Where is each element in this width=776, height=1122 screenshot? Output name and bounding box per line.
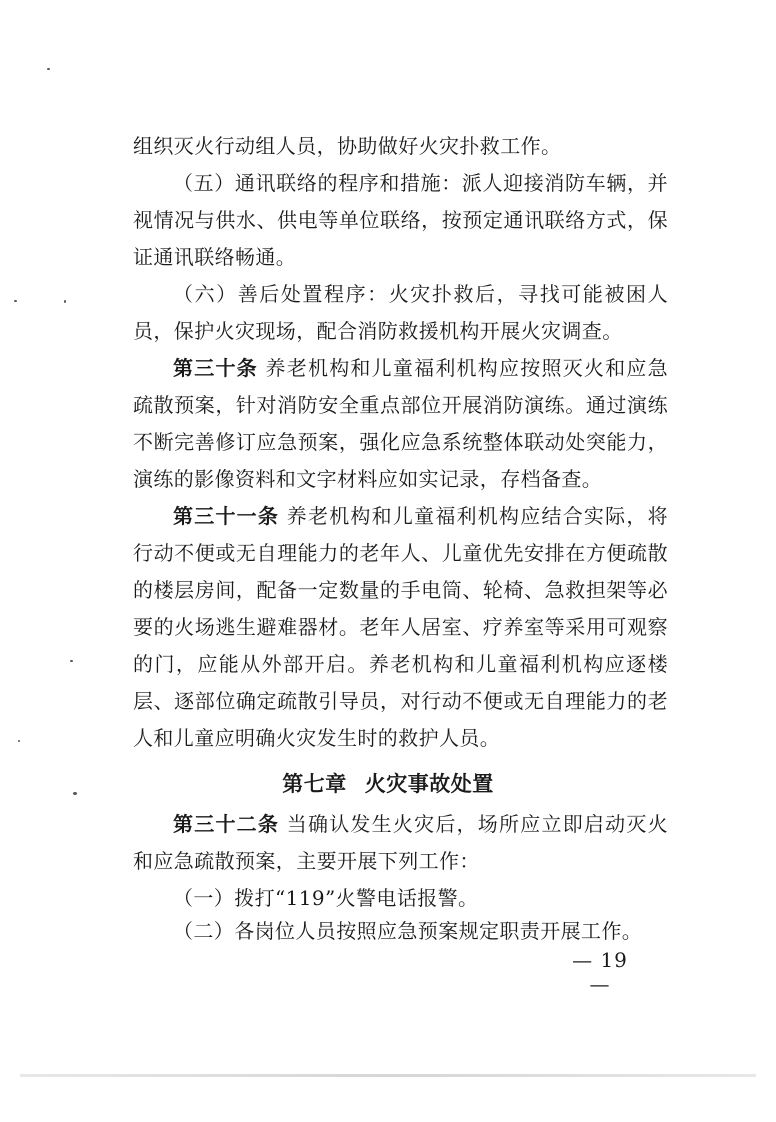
paragraph-text: 组织灭火行动组人员，协助做好火灾扑救工作。 — [133, 134, 562, 158]
page-number: — 19 — — [572, 948, 628, 996]
list-item-text: （一）拨打“119”火警电话报警。 — [173, 886, 479, 910]
article-32 — [133, 806, 668, 880]
article-label: 第三十一条 — [173, 504, 280, 528]
article-text: 养老机构和儿童福利机构应按照灭火和应急疏散预案，针对消防安全重点部位开展消防演练。通过演练不断完善修订应急预案，强化应急系统整体联动处突能力，演练的影像资料和文字材料应如实记录，存档备查。 — [133, 356, 668, 491]
scan-speck — [18, 740, 20, 742]
scan-speck — [47, 68, 50, 70]
list-item-text: （二）各岗位人员按照应急预案规定职责开展工作。 — [173, 919, 643, 943]
chapter-title: 火灾事故处置 — [364, 772, 494, 796]
paragraph-text: （六）善后处置程序：火灾扑救后，寻找可能被困人员，保护火灾现场，配合消防救援机构开展火灾调查。 — [133, 282, 668, 343]
chapter-number: 第七章 — [282, 772, 347, 796]
article-text: 当确认发生火灾后，场所应立即启动灭火和应急疏散预案，主要开展下列工作： — [133, 812, 669, 873]
scan-speck — [14, 300, 17, 302]
article-label: 第三十二条 — [173, 812, 280, 836]
article-label: 第三十条 — [173, 356, 258, 380]
article-31 — [133, 498, 668, 757]
paragraph-item-6 — [133, 276, 668, 350]
article-text: 养老机构和儿童福利机构应结合实际，将行动不便或无自理能力的老年人、儿童优先安排在方便疏散的楼层房间，配备一定数量的手电筒、轮椅、急救担架等必要的火场逃生避难器材。老年人居室、疗养室等采用可观察的门，应能从外部开启。养老机构和儿童福利机构应逐楼层、逐部位确定疏散引导员，对行动不便或无自理能力的老人和儿童应明确火灾发生时的救护人员。 — [133, 504, 669, 750]
scan-speck — [64, 300, 66, 303]
chapter-heading — [0, 768, 776, 798]
paragraph-item-5 — [133, 165, 668, 276]
list-item-2 — [133, 913, 668, 950]
scan-speck — [70, 660, 73, 662]
scan-bottom-edge — [20, 1074, 756, 1077]
article-30 — [133, 350, 668, 498]
scan-speck — [73, 792, 77, 795]
paragraph-text: （五）通讯联络的程序和措施：派人迎接消防车辆，并视情况与供水、供电等单位联络，按预定通讯联络方式，保证通讯联络畅通。 — [133, 171, 668, 269]
list-item-1 — [133, 880, 668, 917]
paragraph-continuation — [133, 128, 668, 165]
